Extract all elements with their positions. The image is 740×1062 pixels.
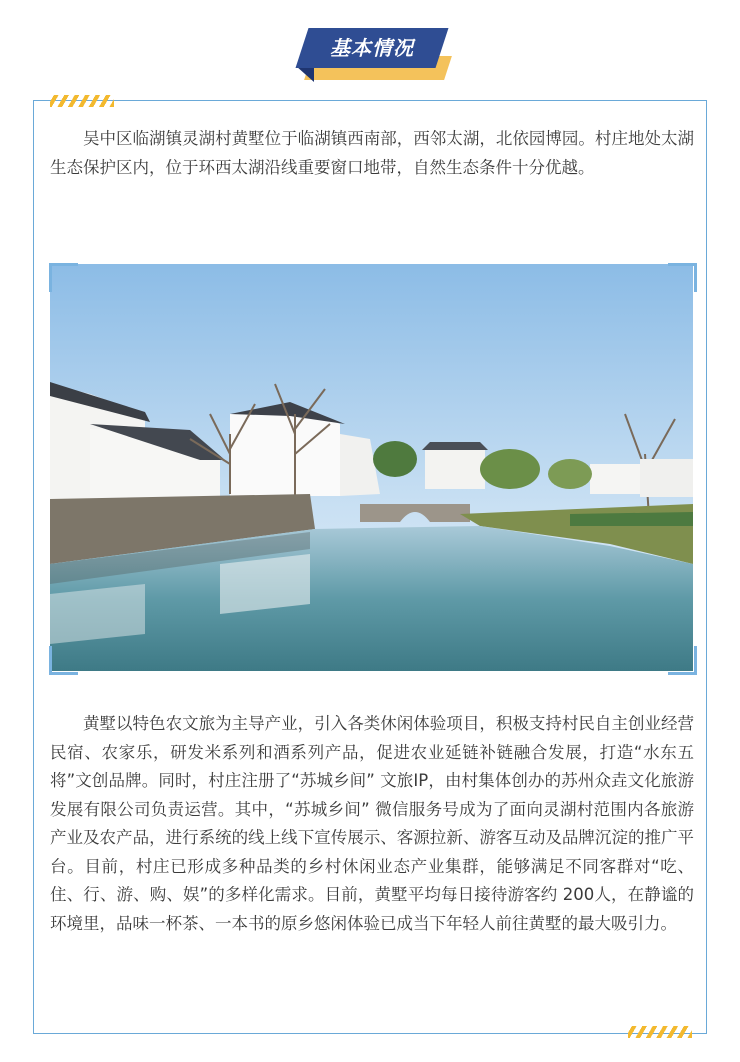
village-photo	[50, 264, 693, 671]
decorative-stripes-bottom	[628, 1026, 692, 1038]
photo-corner-bottom-left	[49, 646, 78, 675]
section-title: 基本情况	[330, 36, 414, 60]
industry-paragraph: 黄墅以特色农文旅为主导产业，引入各类休闲体验项目，积极支持村民自主创业经营民宿、农家乐，研发米系列和酒系列产品，促进农业延链补链融合发展，打造“水东五将”文创品牌。同时，村庄注册了“苏城乡间” 文旅IP，由村集体创办的苏州众垚文化旅游发展有限公司负责运营。其中，“苏城乡间” 微信服务号成为了面向灵湖村范围内各旅游产业及农产品，进行系统的线上线下宣传展示、客源拉新、游客互动及品牌沉淀的推广平台。目前，村庄已形成多种品类的乡村休闲业态产业集群，能够满足不同客群对“吃、住、行、游、购、娱”的多样化需求。目前，黄墅平均每日接待游客约 200人，在静谧的环境里，品味一杯茶、一本书的原乡悠闲体验已成当下年轻人前往黄墅的最大吸引力。	[50, 714, 694, 933]
photo-corner-top-right	[668, 263, 697, 292]
intro-paragraph: 吴中区临湖镇灵湖村黄墅位于临湖镇西南部，西邻太湖，北依园博园。村庄地处太湖生态保护区内，位于环西太湖沿线重要窗口地带，自然生态条件十分优越。	[50, 129, 694, 177]
title-ribbon-tail	[296, 66, 314, 82]
section-title-banner	[296, 26, 450, 84]
photo-corner-top-left	[49, 263, 78, 292]
photo-corner-bottom-right	[668, 646, 697, 675]
decorative-stripes-top	[50, 95, 114, 107]
